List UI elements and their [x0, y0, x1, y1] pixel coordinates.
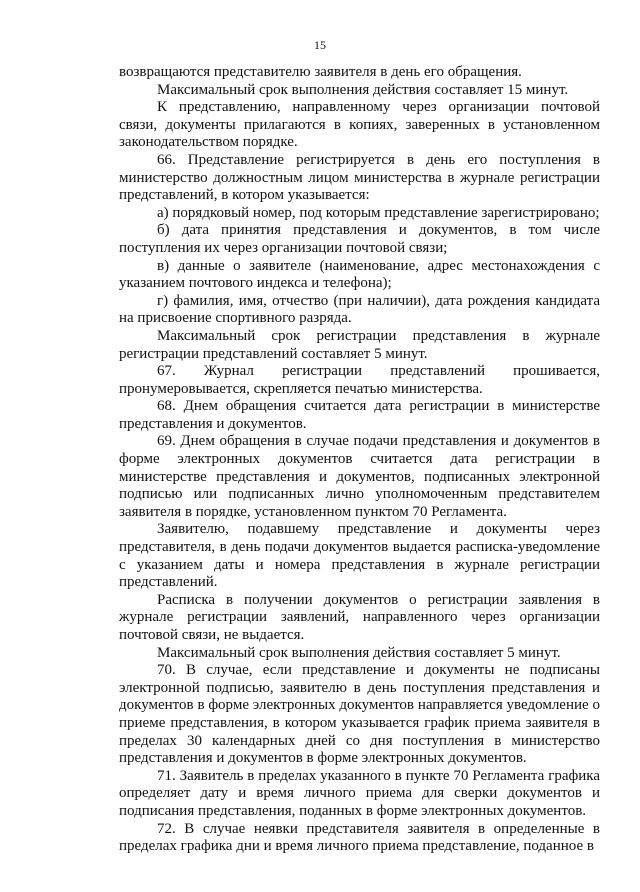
list-item: в) данные о заявителе (наименование, адрес местонахождения с указанием почтового индекса и телефона); [119, 257, 600, 292]
document-body [119, 64, 600, 856]
paragraph: Заявителю, подавшему представление и документы через представителя, в день подачи документов выдается расписка-уведомление с указанием даты и номера представления в журнале регистрации представлений. [119, 521, 600, 591]
paragraph: Максимальный срок выполнения действия составляет 5 минут. [157, 644, 561, 661]
paragraph: 72. В случае неявки представителя заявителя в определенные в пределах графика дни и время личного приема представление, поданное в [119, 820, 600, 855]
list-item: г) фамилия, имя, отчество (при наличии), дата рождения кандидата на присвоение спортивного разряда. [119, 292, 600, 327]
paragraph: 66. Представление регистрируется в день его поступления в министерство должностным лицом министерства в журнале регистрации представлений, в котором указывается: [119, 151, 600, 204]
paragraph: 70. В случае, если представление и документы не подписаны электронной подписью, заявителю в день поступления представления и документов в форме электронных документов направляется уведомление о приеме представления, в котором указывается график приема заявителя в пределах 30 календарных дней со дня поступления в министерство представления и документов в форме электронных документов. [119, 662, 600, 767]
paragraph: Максимальный срок регистрации представления в журнале регистрации представлений составляет 5 минут. [119, 327, 600, 362]
list-item: б) дата принятия представления и документов, в том числе поступления их через организации почтовой связи; [119, 222, 600, 256]
paragraph: 67. Журнал регистрации представлений прошивается, пронумеровывается, скрепляется печатью министерства. [119, 363, 600, 397]
paragraph: Расписка в получении документов о регистрации заявления в журнале регистрации заявлений, направленного через организации почтовой связи, не выдается. [119, 591, 600, 643]
paragraph: К представлению, направленному через организации почтовой связи, документы прилагаются в копиях, заверенных в установленном законодательством порядке. [119, 99, 600, 151]
paragraph: Максимальный срок выполнения действия составляет 15 минут. [157, 81, 569, 98]
paragraph: 69. Днем обращения в случае подачи представления и документов в форме электронных документов считается дата регистрации в министерстве представления и документов, подписанных электронной подписью или подписанных лично уполномоченным представителем заявителя в порядке, установленном пунктом 70 Регламента. [119, 433, 600, 520]
list-item: а) порядковый номер, под которым представление зарегистрировано; [157, 204, 600, 221]
paragraph: 71. Заявитель в пределах указанного в пункте 70 Регламента графика определяет дату и время личного приема для сверки документов и подписания представления, поданных в форме электронных документов. [119, 767, 600, 819]
page-number: 15 [314, 38, 326, 52]
paragraph: возвращаются представителю заявителя в день его обращения. [119, 64, 522, 80]
paragraph: 68. Днем обращения считается дата регистрации в министерстве представления и документов. [119, 398, 600, 432]
